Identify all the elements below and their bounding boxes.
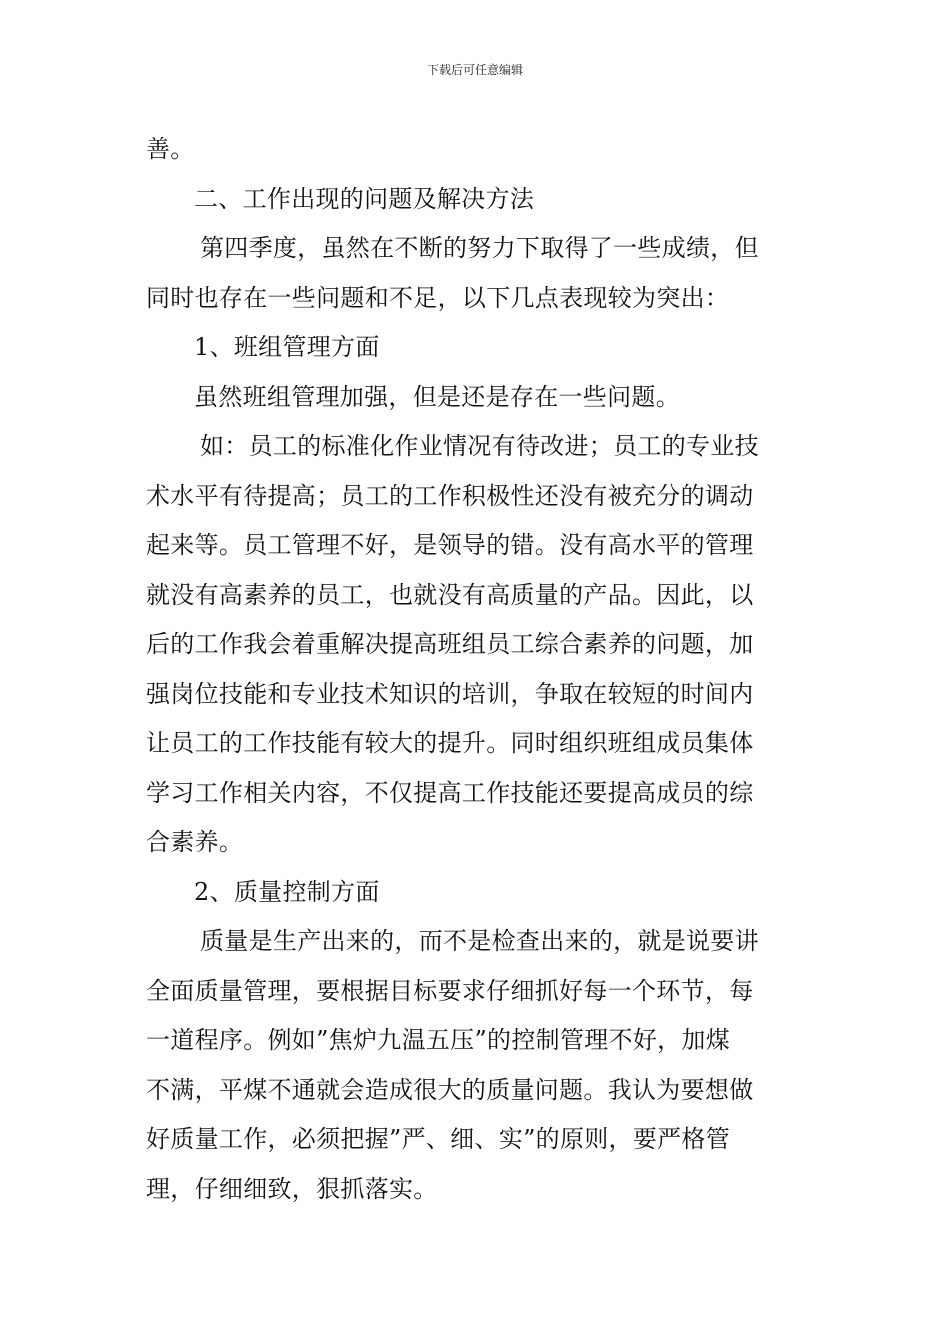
text-line: 好质量工作，必须把握”严、细、实”的原则，要严格管: [146, 1125, 731, 1153]
subsection-heading: 1、班组管理方面: [194, 333, 380, 361]
text-line: 虽然班组管理加强，但是还是存在一些问题。: [194, 382, 680, 411]
text-line: 合素养。: [146, 828, 244, 856]
text-line: 理，仔细细致，狠抓落实。: [146, 1174, 438, 1203]
text-line: 质量是生产出来的，而不是检查出来的，就是说要讲: [200, 927, 759, 955]
text-line: 不满，平煤不通就会造成很大的质量问题。我认为要想做: [146, 1075, 754, 1104]
text-line: 后的工作我会着重解决提高班组员工综合素养的问题，加: [146, 630, 754, 658]
text-line: 全面质量管理，要根据目标要求仔细抓好每一个环节，每: [146, 976, 754, 1005]
text-line: 第四季度，虽然在不断的努力下取得了一些成绩，但: [200, 234, 759, 262]
text-line: 学习工作相关内容，不仅提高工作技能还要提高成员的综: [146, 778, 754, 807]
text-line: 如：员工的标准化作业情况有待改进；员工的专业技: [200, 432, 759, 460]
text-line: 就没有高素养的员工，也就没有高质量的产品。因此，以: [146, 580, 754, 609]
text-line: 同时也存在一些问题和不足，以下几点表现较为突出：: [146, 283, 730, 312]
subsection-heading: 2、质量控制方面: [194, 877, 380, 906]
text-line: 让员工的工作技能有较大的提升。同时组织班组成员集体: [146, 729, 754, 757]
text-line: 一道程序。例如”焦炉九温五压”的控制管理不好，加煤: [146, 1026, 731, 1054]
text-line: 强岗位技能和专业技术知识的培训，争取在较短的时间内: [146, 679, 754, 708]
text-line: 起来等。员工管理不好，是领导的错。没有高水平的管理: [146, 531, 754, 559]
page-header: 下载后可任意编辑: [426, 63, 523, 77]
document-body: [146, 125, 810, 1214]
section-heading: 二、工作出现的问题及解决方法: [194, 184, 535, 213]
text-line: 善。: [146, 135, 195, 163]
text-line: 术水平有待提高；员工的工作积极性还没有被充分的调动: [146, 481, 754, 510]
